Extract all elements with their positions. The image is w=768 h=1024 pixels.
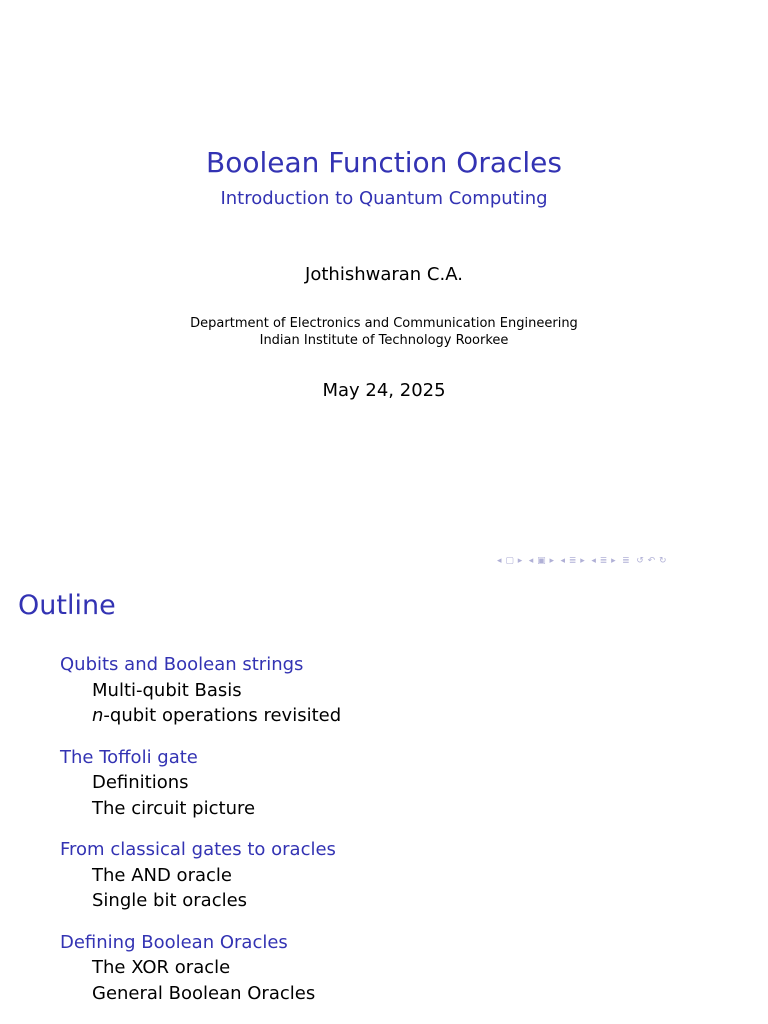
- toc-subsection[interactable]: General Boolean Oracles: [92, 982, 316, 1004]
- institute-line-2: Indian Institute of Technology Roorkee: [259, 333, 509, 348]
- presentation-subtitle: Introduction to Quantum Computing: [220, 188, 548, 209]
- toc-subsection[interactable]: The AND oracle: [92, 864, 232, 886]
- toc-subsection[interactable]: Single bit oracles: [92, 890, 248, 911]
- toc-section-title[interactable]: The Toffoli gate: [60, 746, 198, 768]
- toc-section-title[interactable]: From classical gates to oracles: [60, 839, 336, 860]
- frame-nav-controls[interactable]: ◂ ▢ ▸: [497, 556, 523, 566]
- presentation-date: May 24, 2025: [322, 380, 446, 401]
- institute-line-1: Department of Electronics and Communication Engineering: [190, 316, 578, 331]
- toc-section: [60, 652, 341, 729]
- beamer-navigation-bar: [497, 556, 667, 566]
- toc-subsection[interactable]: [60, 703, 341, 729]
- toc-section: [60, 745, 341, 822]
- author-name: Jothishwaran C.A.: [305, 264, 463, 285]
- outline-slide: [0, 576, 768, 1024]
- section-nav-controls[interactable]: ◂ ≣ ▸: [560, 556, 586, 566]
- presentation-title: Boolean Function Oracles: [206, 146, 562, 179]
- toc-subsection[interactable]: Multi-qubit Basis: [92, 679, 242, 701]
- toc-subsection[interactable]: Definitions: [92, 772, 189, 793]
- table-of-contents: [60, 652, 341, 1022]
- outline-heading: Outline: [18, 590, 116, 621]
- institute: [0, 315, 768, 349]
- toc-nav-icon[interactable]: ≣: [622, 556, 631, 566]
- toc-subsection-text: -qubit operations revisited: [103, 705, 342, 726]
- toc-section-title[interactable]: Defining Boolean Oracles: [60, 931, 288, 953]
- subsection-nav-controls[interactable]: ◂ ▣ ▸: [528, 556, 555, 566]
- toc-section: [60, 930, 341, 1007]
- search-nav-controls[interactable]: ↺ ↶ ↻: [636, 556, 668, 566]
- toc-section-title[interactable]: Qubits and Boolean strings: [60, 654, 304, 675]
- slide-nav-controls[interactable]: ◂ ≣ ▸: [591, 556, 617, 566]
- toc-section: [60, 837, 341, 914]
- toc-subsection[interactable]: The circuit picture: [92, 797, 256, 819]
- toc-subsection[interactable]: The XOR oracle: [92, 957, 231, 978]
- math-n: n: [92, 705, 104, 726]
